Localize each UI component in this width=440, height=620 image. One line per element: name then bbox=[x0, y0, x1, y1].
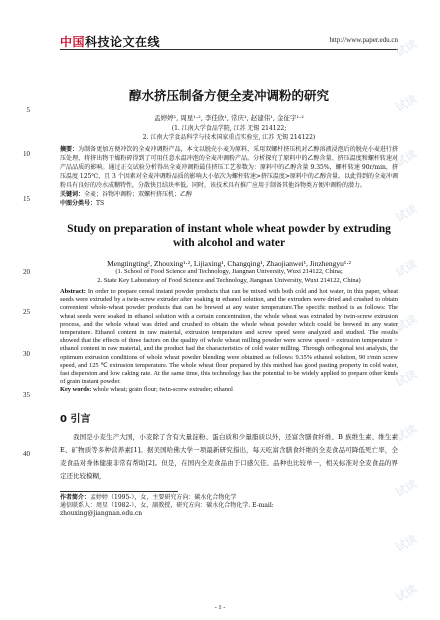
en-affiliation-1: (1. School of Food Science and Technology, Jiangnan University, Wuxi 214122, China; bbox=[115, 268, 343, 275]
line-number: 15 bbox=[23, 195, 30, 203]
site-logo[interactable]: 中国科技论文在线 bbox=[60, 35, 161, 49]
cn-clc-label: 中图分类号： bbox=[60, 200, 97, 207]
watermark: 试读 bbox=[393, 367, 420, 390]
footnote-line-1: 作者简介：孟婷婷（1995-），女，主要研究方向：碳水化合物化学 bbox=[60, 493, 237, 501]
watermark: 试读 bbox=[393, 147, 420, 170]
cn-clc bbox=[60, 199, 398, 208]
en-title: Study on preparation of instant whole wheat powder by extruding with alcohol and water bbox=[67, 223, 391, 249]
cn-keywords bbox=[60, 190, 398, 199]
en-affiliations bbox=[60, 268, 398, 285]
cn-title: 醇水挤压制备方便全麦冲调粉的研究 bbox=[128, 88, 329, 103]
intro-paragraph: 我国是小麦生产大国，小麦除了含有大量淀粉、蛋白质和少量脂质以外，还富含膳食纤维、B 族维生素、维生素 E、矿物质等多种营养素[1]。据美国哈佛大学一项最新研究指出，每天吃富含膳食纤维的全麦食品可降低死亡率，全麦食品对身体健康非常有帮助[2]。但是，在国内全麦食品由于口感欠佳、品种也比较单一，相关标准对全麦食品的界定还比较模糊， bbox=[60, 432, 398, 480]
en-keywords bbox=[60, 386, 398, 394]
cn-clc-text: TS bbox=[96, 200, 105, 207]
en-authors: Mengtingting¹, Zhouxing¹·², Lijiaxing¹, Changqing¹, Zhaojianwei¹, Jinzhengyu¹·² bbox=[107, 259, 351, 268]
footnote bbox=[60, 494, 398, 518]
en-affiliation-2: 2. State Key Laboratory of Food Science and Technology, Jiangnan University, Wuxi 214122, China) bbox=[97, 276, 361, 284]
page-number: - 1 - bbox=[214, 604, 226, 611]
site-url[interactable]: http://www.paper.edu.cn bbox=[329, 36, 398, 44]
line-number: 35 bbox=[23, 391, 30, 399]
line-number: 30 bbox=[23, 350, 30, 358]
paper-body bbox=[60, 56, 398, 518]
en-abstract bbox=[60, 288, 398, 386]
en-keywords-text: whole wheat; grain flour; twin-screw extruder; ethanol bbox=[93, 386, 233, 394]
line-number: 20 bbox=[23, 268, 30, 276]
footnote-rule bbox=[60, 491, 178, 492]
line-number: 40 bbox=[23, 450, 30, 458]
watermark: 试读 bbox=[393, 422, 420, 445]
watermark: 试读 bbox=[393, 92, 420, 115]
cn-abstract-text: 为制备更加方便冲饮的全麦冲调粉产品，本文以脱壳小麦为原料，采用双螺杆挤压机对乙醇溶液浸泡后的脱壳小麦进行挤压处理，将挤出物干燥粉碎得到了可用任意水温冲泡的全麦冲调粉产品。分析探究了原料中的乙醇含量、挤压温度和螺杆转速对产品品质的影响。通过正交试验分析得出全麦冲调粉最佳挤压工艺参数为：原料中的乙醇含量 9.35%，螺杆转速 90r/min，挤压温度 125℃，且 3 个因素对全麦冲调粉品质的影响大小依次为螺杆转速>挤压温度>原料中的乙醇含量。以此得到的全麦冲调粉具有良好的冷水成糊特性，分散快且结块率低。同时，该技术具有推广应用于制备其他谷物类方便冲调粉的潜力。 bbox=[60, 146, 398, 189]
cn-affiliation-2: 2. 江南大学食品科学与技术国家重点实验室, 江苏 无锡 214122) bbox=[142, 134, 316, 141]
cn-abstract bbox=[60, 145, 398, 190]
line-number: 10 bbox=[23, 150, 30, 158]
en-abstract-text: In order to prepare cereal instant powder products that can be mixed with both cold and hot water, in this paper, wheat seeds were extruded by a twin-screw extruder after soaking in ethanol solution, and the extruders were dried and crushed to obtain convenient whole-wheat powder products that can be brewed at any water temperature.The specific method is as follows: The wheat seeds were soaked in ethanol solution with a certain concentration, the whole wheat was extruded by twin-screw extrusion process, and the whole wheat was dried and crushed to obtain the whole wheat powder which could be brewed in any water temperature. Ethanol content in raw material, extrusion temperature and screw speed were analyzed and studied. The results showed that the effects of three factors on the quality of whole wheat milling powder were screw speed > extrusion temperature > ethanol content in raw material, and the product had the characteristics of cold water milling. Through orthogonal test analysis, the optimum extrusion conditions of whole wheat powder blending were obtained as follows: 9.35% ethanol solution, 90 r/min screw speed, and 125 ℃ extrusion temperature. The whole wheat flour prepared by this method has good pasting property in cold water, fast dispersion and low caking rate. At the same time, this technology has the potential to be widely applied to prepare other kinds of grain instant powder. bbox=[60, 288, 398, 386]
cn-keywords-label: 关键词： bbox=[60, 191, 85, 198]
watermark: 试读 bbox=[393, 312, 420, 335]
line-number: 5 bbox=[26, 106, 30, 114]
watermark: 试读 bbox=[393, 202, 420, 225]
watermark: 试读 bbox=[393, 257, 420, 280]
en-keywords-label: Key words: bbox=[60, 386, 92, 394]
line-number: 25 bbox=[23, 308, 30, 316]
watermark: 试读 bbox=[393, 582, 420, 605]
section-heading-intro: 0 引言 bbox=[60, 413, 91, 425]
page-header bbox=[0, 0, 440, 48]
cn-keywords-text: 全麦；谷物冲调粉；双螺杆挤压机；乙醇 bbox=[84, 191, 193, 198]
footnote-email[interactable]: zhouxing@jiangnan.edu.cn bbox=[60, 509, 143, 517]
watermark: 试读 bbox=[393, 477, 420, 500]
cn-affiliations bbox=[60, 124, 398, 142]
header-rule bbox=[60, 49, 398, 50]
cn-affiliation-1: (1. 江南大学食品学院, 江苏 无锡 214122; bbox=[171, 125, 287, 132]
en-abstract-label: Abstract: bbox=[60, 288, 86, 295]
watermark: 试读 bbox=[393, 532, 420, 555]
cn-abstract-label: 摘要： bbox=[60, 146, 79, 153]
footnote-line-2: 通信联系人：周星（1982-），女，副教授，研究方向：碳水化合物化学. E-mail: bbox=[60, 501, 274, 509]
watermark: 试读 bbox=[393, 37, 420, 60]
cn-authors: 孟婷婷¹, 周星¹·², 李佳欣¹, 常庆¹, 赵建伟¹, 金征宇¹·² bbox=[154, 114, 304, 122]
